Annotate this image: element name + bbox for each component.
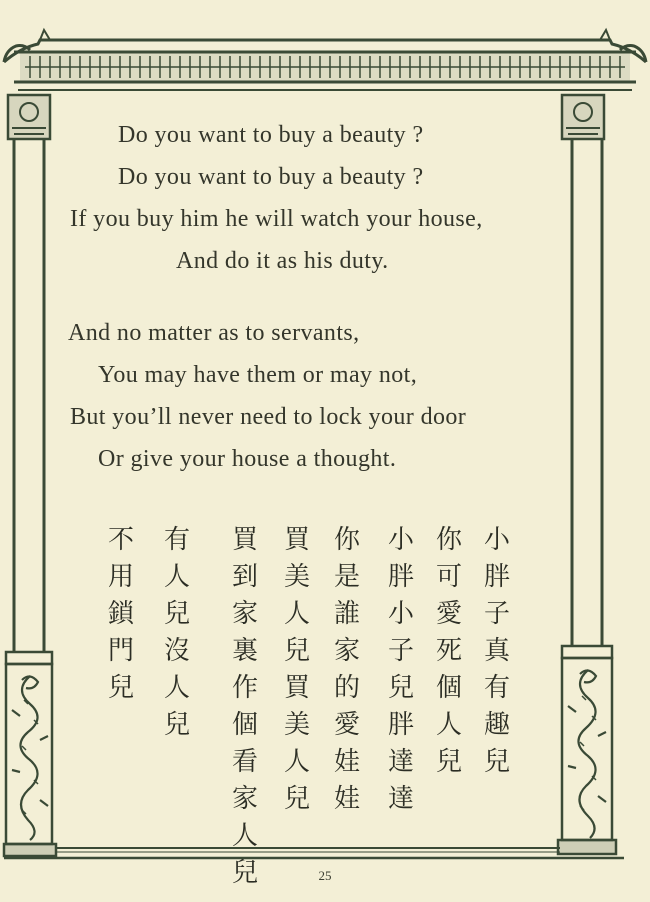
chinese-character: 達 — [387, 747, 414, 777]
chinese-character: 美 — [283, 710, 310, 740]
right-pillar-capital — [562, 95, 604, 139]
left-pillar-capital — [8, 95, 50, 139]
chinese-character: 裏 — [231, 636, 258, 666]
chinese-character: 是 — [333, 562, 360, 592]
chinese-character: 美 — [283, 562, 310, 592]
poem-line: Do you want to buy a beauty ? — [118, 164, 424, 190]
chinese-character: 鎖 — [107, 599, 134, 629]
chinese-character: 真 — [483, 636, 510, 666]
chinese-character: 看 — [231, 747, 258, 777]
chinese-character: 作 — [231, 673, 258, 703]
chinese-character: 兒 — [107, 673, 134, 703]
chinese-character: 兒 — [483, 747, 510, 777]
poem-line: And do it as his duty. — [176, 248, 389, 274]
chinese-character: 兒 — [283, 784, 310, 814]
chinese-poem-column — [160, 522, 194, 744]
chinese-character: 有 — [163, 525, 190, 555]
chinese-character: 死 — [435, 636, 462, 666]
chinese-character: 小 — [387, 525, 414, 555]
chinese-character: 胖 — [483, 562, 510, 592]
chinese-character: 趣 — [483, 710, 510, 740]
chinese-character: 兒 — [435, 747, 462, 777]
poem-line: Do you want to buy a beauty ? — [118, 122, 424, 148]
chinese-character: 娃 — [333, 747, 360, 777]
chinese-character: 胖 — [387, 562, 414, 592]
chinese-character: 愛 — [333, 710, 360, 740]
chinese-character: 達 — [387, 784, 414, 814]
chinese-character: 子 — [387, 636, 414, 666]
chinese-character: 的 — [333, 673, 360, 703]
chinese-character: 家 — [231, 599, 258, 629]
chinese-character: 可 — [435, 562, 462, 592]
chinese-character: 有 — [483, 673, 510, 703]
poem-line: Or give your house a thought. — [98, 446, 397, 472]
roof-ornament — [4, 30, 646, 90]
chinese-character: 愛 — [435, 599, 462, 629]
chinese-poem-column — [384, 522, 418, 818]
poem-line: And no matter as to servants, — [68, 320, 360, 346]
chinese-character: 小 — [387, 599, 414, 629]
chinese-character: 買 — [283, 525, 310, 555]
chinese-character: 兒 — [387, 673, 414, 703]
chinese-poem-column — [480, 522, 514, 781]
chinese-character: 買 — [283, 673, 310, 703]
chinese-character: 人 — [283, 599, 310, 629]
chinese-poem-column — [104, 522, 138, 707]
chinese-character: 兒 — [163, 599, 190, 629]
chinese-character: 用 — [107, 562, 134, 592]
chinese-character: 個 — [231, 710, 258, 740]
chinese-character: 人 — [283, 747, 310, 777]
chinese-poem-column — [330, 522, 364, 818]
chinese-character: 小 — [483, 525, 510, 555]
chinese-character: 你 — [435, 525, 462, 555]
page-number: 25 — [318, 868, 332, 883]
chinese-character: 兒 — [283, 636, 310, 666]
chinese-character: 不 — [107, 525, 134, 555]
poem-line: If you buy him he will watch your house, — [70, 206, 483, 232]
chinese-character: 人 — [163, 562, 190, 592]
poem-line: You may have them or may not, — [98, 362, 418, 388]
chinese-character: 誰 — [333, 599, 360, 629]
chinese-character: 你 — [333, 525, 360, 555]
chinese-character: 人 — [163, 673, 190, 703]
chinese-character: 家 — [231, 784, 258, 814]
chinese-poem-column — [280, 522, 314, 818]
chinese-character: 門 — [107, 636, 134, 666]
chinese-poem-column — [228, 522, 262, 892]
chinese-character: 兒 — [231, 858, 258, 888]
chinese-character: 人 — [435, 710, 462, 740]
chinese-character: 家 — [333, 636, 360, 666]
chinese-character: 人 — [231, 821, 258, 851]
chinese-character: 胖 — [387, 710, 414, 740]
chinese-character: 到 — [231, 562, 258, 592]
chinese-character: 娃 — [333, 784, 360, 814]
chinese-poem-column — [432, 522, 466, 781]
chinese-character: 沒 — [163, 636, 190, 666]
chinese-character: 買 — [231, 525, 258, 555]
poem-line: But you’ll never need to lock your door — [70, 404, 467, 430]
chinese-character: 子 — [483, 599, 510, 629]
floor-base — [4, 848, 624, 858]
chinese-character: 兒 — [163, 710, 190, 740]
chinese-character: 個 — [435, 673, 462, 703]
